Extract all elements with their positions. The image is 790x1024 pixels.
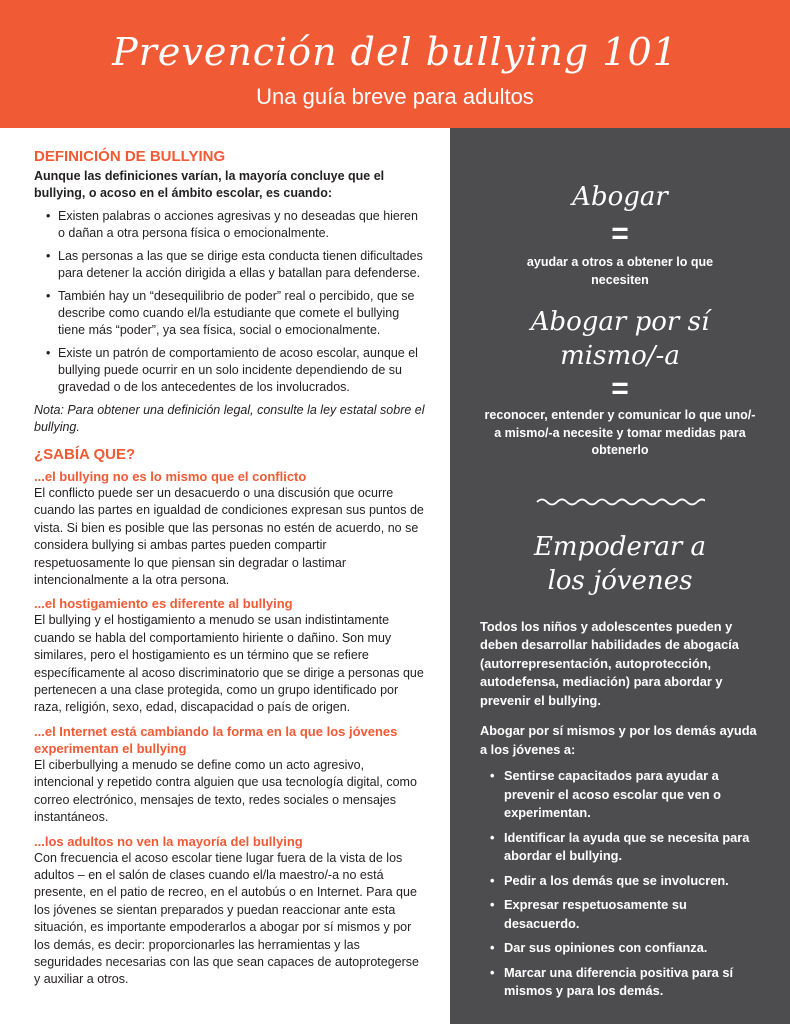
fact-text-harassment: El bullying y el hostigamiento a menudo se usan indistintamente cuando se habla del comportamiento hiriente o dañino. Son muy similares, pero el hostigamiento es un término que se refiere específicamente al acoso discriminatorio que se dirige a personas que pertenecen a una clase protegida, como un grupo identificado por raza, religión, sexo, edad, discapacidad o país de origen. [34, 613, 424, 715]
abogar-si-mismo-term: Abogar por sí mismo/-a [530, 307, 710, 371]
empoderar-item: • Identificar la ayuda que se necesita para abordar el bullying. [490, 829, 760, 866]
empoderar-title: Empoderar a los jóvenes [533, 531, 707, 596]
squiggle-divider-icon [535, 496, 705, 508]
definition-item: • Existen palabras o acciones agresivas y no deseadas que hieren o dañan a otra persona física o emocionalmente. [46, 208, 426, 242]
definition-item: • Las personas a las que se dirige esta conducta tienen dificultades para detener la acción dirigida a ellas y batallan para defenderse. [46, 248, 426, 282]
empoderar-item: • Sentirse capacitados para ayudar a prevenir el acoso escolar que ven o experimentan. [490, 767, 760, 823]
fact-text-adults: Con frecuencia el acoso escolar tiene lugar fuera de la vista de los adultos – en el salón de clases cuando el/la maestro/-a no está presente, en el patio de recreo, en el autobús o en Internet. Para que los jóvenes se sientan preparados y puedan reaccionar ante esta situación, es importante empoderarlos a abogar por sí mismos y por los demás, es decir: proporcionarles las herramientas y las seguridades necesarias con las que sean capaces de autoprotegerse y auxiliar a otros. [34, 850, 419, 987]
definition-lead: Aunque las definiciones varían, la mayoría concluye que el bullying, o acoso en el ámbito escolar, es cuando: [34, 169, 385, 200]
definition-list [46, 208, 426, 396]
definition-item: • También hay un “desequilibrio de poder” real o percibido, que se describe como cuando el/la estudiante que comete el bullying tiene más “poder”, ya sea física, social o emocionalmente. [46, 288, 426, 339]
fact-text-conflict: El conflicto puede ser un desacuerdo o una discusión que ocurre cuando las partes en igualdad de condiciones expresan sus puntos de vista. Si bien es posible que las personas no estén de acuerdo, no se considera bullying si ambas partes pueden compartir respetuosamente lo que piensan sin degradar o lastimar intencionalmente a la otra persona. [34, 486, 424, 588]
fact-heading-harassment: ...el hostigamiento es diferente al bullying [34, 596, 293, 612]
did-you-know-heading: ¿SABÍA QUE? [34, 446, 136, 463]
fact-heading-internet: ...el Internet está cambiando la forma en la que los jóvenes experimentan el bullying [34, 723, 398, 756]
definition-item: • Existe un patrón de comportamiento de acoso escolar, aunque el bullying puede ocurrir en un solo incidente dependiendo de su gravedad o de los antecedentes de los involucrados. [46, 345, 426, 396]
fact-heading-conflict: ...el bullying no es lo mismo que el conflicto [34, 469, 307, 484]
empoderar-lead: Abogar por sí mismos y por los demás ayuda a los jóvenes a: [480, 723, 757, 757]
page-header [0, 0, 790, 128]
abogar-definition: ayudar a otros a obtener lo que necesiten [526, 255, 714, 287]
equals-sign: = [611, 372, 629, 405]
empoderar-paragraph: Todos los niños y adolescentes pueden y deben desarrollar habilidades de abogacía (autorrepresentación, autoprotección, autodefensa, mediación) para abordar y prevenir el bullying. [480, 618, 739, 708]
abogar-si-mismo-definition: reconocer, entender y comunicar lo que uno/-a mismo/-a necesite y tomar medidas para obtenerlo [484, 408, 756, 457]
empoderar-list [490, 767, 760, 1001]
abogar-term: Abogar [572, 182, 668, 212]
right-panel [450, 128, 790, 1024]
page-title: Prevención del bullying 101 [112, 30, 678, 74]
fact-text-internet: El ciberbullying a menudo se define como un acto agresivo, intencional y repetido contra alguien que usa tecnología digital, como correo electrónico, mensajes de texto, redes sociales o mensajes instantáneos. [34, 757, 417, 825]
left-column [0, 128, 450, 1024]
empoderar-item: • Dar sus opiniones con confianza. [490, 939, 760, 958]
definition-note: Nota: Para obtener una definición legal, consulte la ley estatal sobre el bullying. [34, 403, 425, 434]
page-subtitle: Una guía breve para adultos [256, 84, 534, 109]
equals-sign: = [611, 217, 629, 250]
empoderar-item: • Marcar una diferencia positiva para sí mismos y para los demás. [490, 964, 760, 1001]
fact-heading-adults: ...los adultos no ven la mayoría del bullying [34, 833, 303, 849]
empoderar-item: • Pedir a los demás que se involucren. [490, 872, 760, 891]
empoderar-item: • Expresar respetuosamente su desacuerdo. [490, 896, 760, 933]
definition-heading: DEFINICIÓN DE BULLYING [34, 148, 226, 165]
